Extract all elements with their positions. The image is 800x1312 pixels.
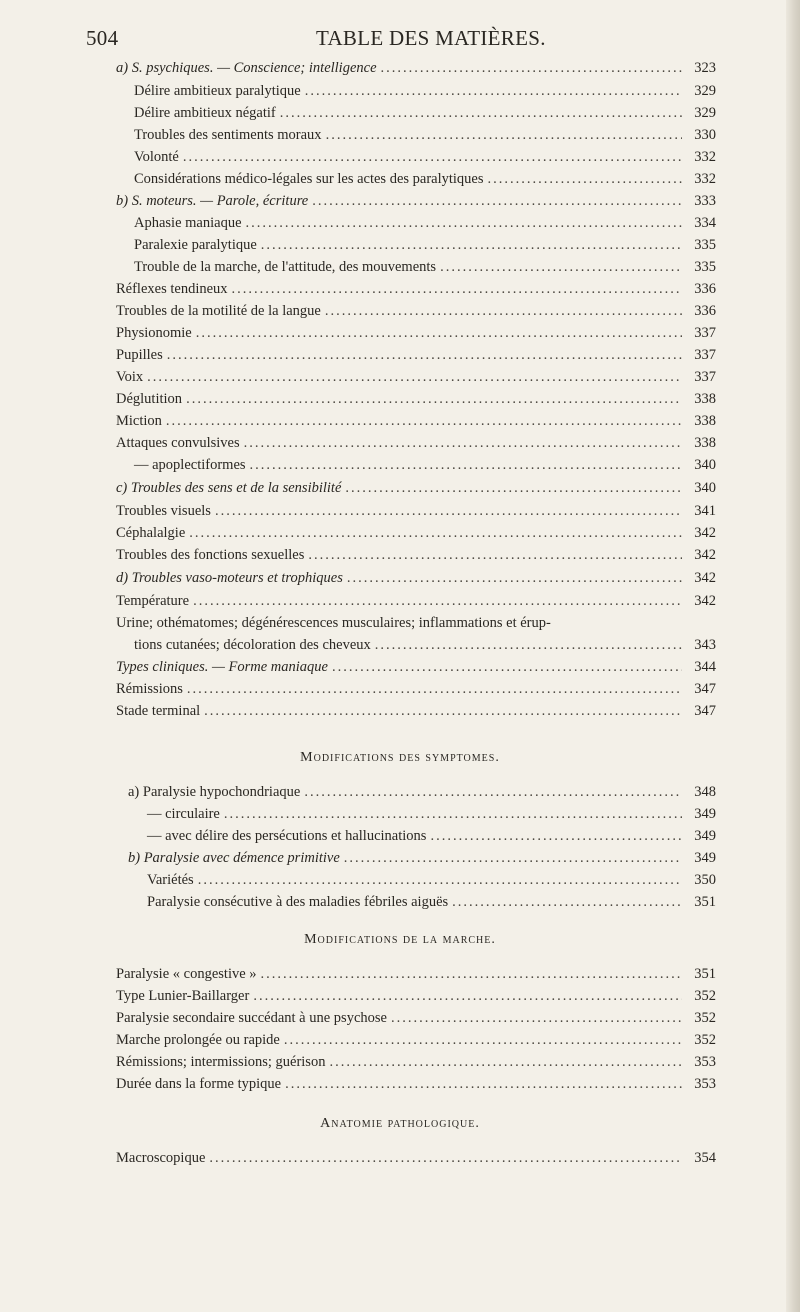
entry-label: Température xyxy=(116,593,190,609)
toc-entry xyxy=(147,804,716,824)
toc-entry xyxy=(147,826,716,846)
entry-page: 329 xyxy=(694,83,716,99)
toc-entry xyxy=(147,892,716,912)
entry-label: Délire ambitieux négatif xyxy=(134,105,276,121)
entry-page: 352 xyxy=(694,1032,716,1048)
entry-label: b) Paralysie avec démence primitive xyxy=(128,850,340,866)
entry-page: 336 xyxy=(694,303,716,319)
entry-page: 348 xyxy=(694,784,716,800)
section-title-modifications-marche: Modifications de la marche. xyxy=(304,932,496,947)
entry-label: — circulaire xyxy=(147,806,220,822)
entry-label: Macroscopique xyxy=(116,1150,206,1166)
entry-page: 343 xyxy=(694,637,716,653)
entry-label: tions cutanées; décoloration des cheveux xyxy=(134,637,371,653)
entry-page: 353 xyxy=(694,1076,716,1092)
entry-page: 335 xyxy=(694,237,716,253)
section-title-anatomie: Anatomie pathologique. xyxy=(320,1116,480,1131)
toc-entry xyxy=(116,323,716,343)
toc-entry xyxy=(134,81,716,101)
entry-page: 342 xyxy=(694,547,716,563)
toc-entry xyxy=(116,986,716,1006)
toc-entry xyxy=(116,1030,716,1050)
entry-label: Trouble de la marche, de l'attitude, des mouvements xyxy=(134,259,437,275)
entry-page: 332 xyxy=(694,171,716,187)
entry-page: 332 xyxy=(694,149,716,165)
entry-label: Paralysie secondaire succédant à une psychose xyxy=(116,1010,387,1026)
entry-label: Pupilles xyxy=(116,347,163,363)
entry-label: a) S. psychiques. — Conscience; intelligence xyxy=(116,60,377,76)
toc-entry xyxy=(116,1074,716,1094)
entry-label: Paralexie paralytique xyxy=(134,237,257,253)
toc-entry xyxy=(134,169,716,189)
entry-label: Physionomie xyxy=(116,325,192,341)
entry-page: 335 xyxy=(694,259,716,275)
toc-entry xyxy=(134,257,716,277)
entry-page: 341 xyxy=(694,503,716,519)
entry-page: 337 xyxy=(694,325,716,341)
entry-label: Miction xyxy=(116,413,162,429)
entry-page: 351 xyxy=(694,966,716,982)
entry-label: Rémissions; intermissions; guérison xyxy=(116,1054,326,1070)
entry-page: 351 xyxy=(694,894,716,910)
entry-label: Volonté xyxy=(134,149,179,165)
entry-page: 342 xyxy=(694,593,716,609)
toc-entry xyxy=(134,125,716,145)
entry-page: 352 xyxy=(694,988,716,1004)
entry-label: — avec délire des persécutions et hallucinations xyxy=(147,828,427,844)
entry-label: Céphalalgie xyxy=(116,525,186,541)
toc-entry xyxy=(116,501,716,521)
entry-label: — apoplectiformes xyxy=(134,457,246,473)
toc-entry xyxy=(134,103,716,123)
toc-entry xyxy=(116,1052,716,1072)
toc-entry xyxy=(134,213,716,233)
entry-page: 342 xyxy=(694,525,716,541)
toc-entry xyxy=(134,147,716,167)
entry-page: 323 xyxy=(694,60,716,76)
entry-page: 338 xyxy=(694,413,716,429)
entry-label: Paralysie « congestive » xyxy=(116,966,257,982)
entry-label: a) Paralysie hypochondriaque xyxy=(128,784,301,800)
entry-page: 340 xyxy=(694,480,716,496)
toc-entry xyxy=(134,235,716,255)
entry-label: Variétés xyxy=(147,872,194,888)
section-title-modifications-symptomes: Modifications des symptomes. xyxy=(300,750,500,765)
toc-entry xyxy=(116,523,716,543)
entry-label: Réflexes tendineux xyxy=(116,281,228,297)
running-title: TABLE DES MATIÈRES. xyxy=(316,26,546,50)
toc-entry xyxy=(116,1148,716,1168)
entry-label: Troubles de la motilité de la langue xyxy=(116,303,321,319)
entry-page: 347 xyxy=(694,681,716,697)
toc-entry xyxy=(116,478,716,498)
toc-entry xyxy=(116,389,716,409)
entry-label: Considérations médico-légales sur les actes des paralytiques xyxy=(134,171,484,187)
entry-page: 352 xyxy=(694,1010,716,1026)
entry-page: 342 xyxy=(694,570,716,586)
entry-label: Durée dans la forme typique xyxy=(116,1076,282,1092)
toc-entry xyxy=(134,455,716,475)
entry-label: d) Troubles vaso-moteurs et trophiques xyxy=(116,570,343,586)
toc-entry xyxy=(116,591,716,611)
toc-entry xyxy=(116,411,716,431)
entry-page: 333 xyxy=(694,193,716,209)
entry-label: Délire ambitieux paralytique xyxy=(134,83,301,99)
toc-entry xyxy=(116,301,716,321)
toc-entry xyxy=(116,1008,716,1028)
entry-label: c) Troubles des sens et de la sensibilité xyxy=(116,480,342,496)
toc-entry xyxy=(116,345,716,365)
entry-page: 338 xyxy=(694,435,716,451)
entry-page: 344 xyxy=(694,659,716,675)
entry-label: Troubles visuels xyxy=(116,503,211,519)
entry-label: Déglutition xyxy=(116,391,183,407)
entry-page: 349 xyxy=(694,806,716,822)
toc-entry xyxy=(116,964,716,984)
entry-label: Type Lunier-Baillarger xyxy=(116,988,250,1004)
entry-label: Marche prolongée ou rapide xyxy=(116,1032,280,1048)
entry-label: Paralysie consécutive à des maladies fébriles aiguës xyxy=(147,894,449,910)
entry-page: 340 xyxy=(694,457,716,473)
entry-label: Types cliniques. — Forme maniaque xyxy=(116,659,328,675)
entry-page: 329 xyxy=(694,105,716,121)
toc-entry xyxy=(116,191,716,211)
toc-entry xyxy=(128,848,716,868)
entry-page: 334 xyxy=(694,215,716,231)
toc-entry xyxy=(116,279,716,299)
entry-label: Troubles des fonctions sexuelles xyxy=(116,547,305,563)
toc-entry xyxy=(116,545,716,565)
toc-entry xyxy=(116,679,716,699)
toc-entry-first-line: Urine; othématomes; dégénérescences musculaires; inflammations et érup- xyxy=(116,615,551,631)
entry-label: b) S. moteurs. — Parole, écriture xyxy=(116,193,309,209)
entry-page: 350 xyxy=(694,872,716,888)
entry-label: Stade terminal xyxy=(116,703,201,719)
toc-entry xyxy=(116,367,716,387)
entry-page: 338 xyxy=(694,391,716,407)
toc-entry xyxy=(116,433,716,453)
entry-label: Voix xyxy=(116,369,144,385)
entry-page: 349 xyxy=(694,828,716,844)
page-number: 504 xyxy=(86,26,119,50)
toc-entry xyxy=(134,635,716,655)
toc-entry xyxy=(116,657,716,677)
entry-page: 354 xyxy=(694,1150,716,1166)
toc-entry xyxy=(116,58,716,78)
toc-entry xyxy=(147,870,716,890)
entry-page: 330 xyxy=(694,127,716,143)
entry-page: 349 xyxy=(694,850,716,866)
toc-entry xyxy=(116,568,716,588)
entry-label: Rémissions xyxy=(116,681,183,697)
entry-page: 336 xyxy=(694,281,716,297)
toc-entry xyxy=(128,782,716,802)
entry-label: Aphasie maniaque xyxy=(134,215,242,231)
entry-page: 337 xyxy=(694,347,716,363)
entry-label: Troubles des sentiments moraux xyxy=(134,127,322,143)
entry-page: 353 xyxy=(694,1054,716,1070)
entry-label: Attaques convulsives xyxy=(116,435,240,451)
entry-page: 347 xyxy=(694,703,716,719)
page-header xyxy=(86,26,726,56)
toc-entry xyxy=(116,701,716,721)
entry-page: 337 xyxy=(694,369,716,385)
